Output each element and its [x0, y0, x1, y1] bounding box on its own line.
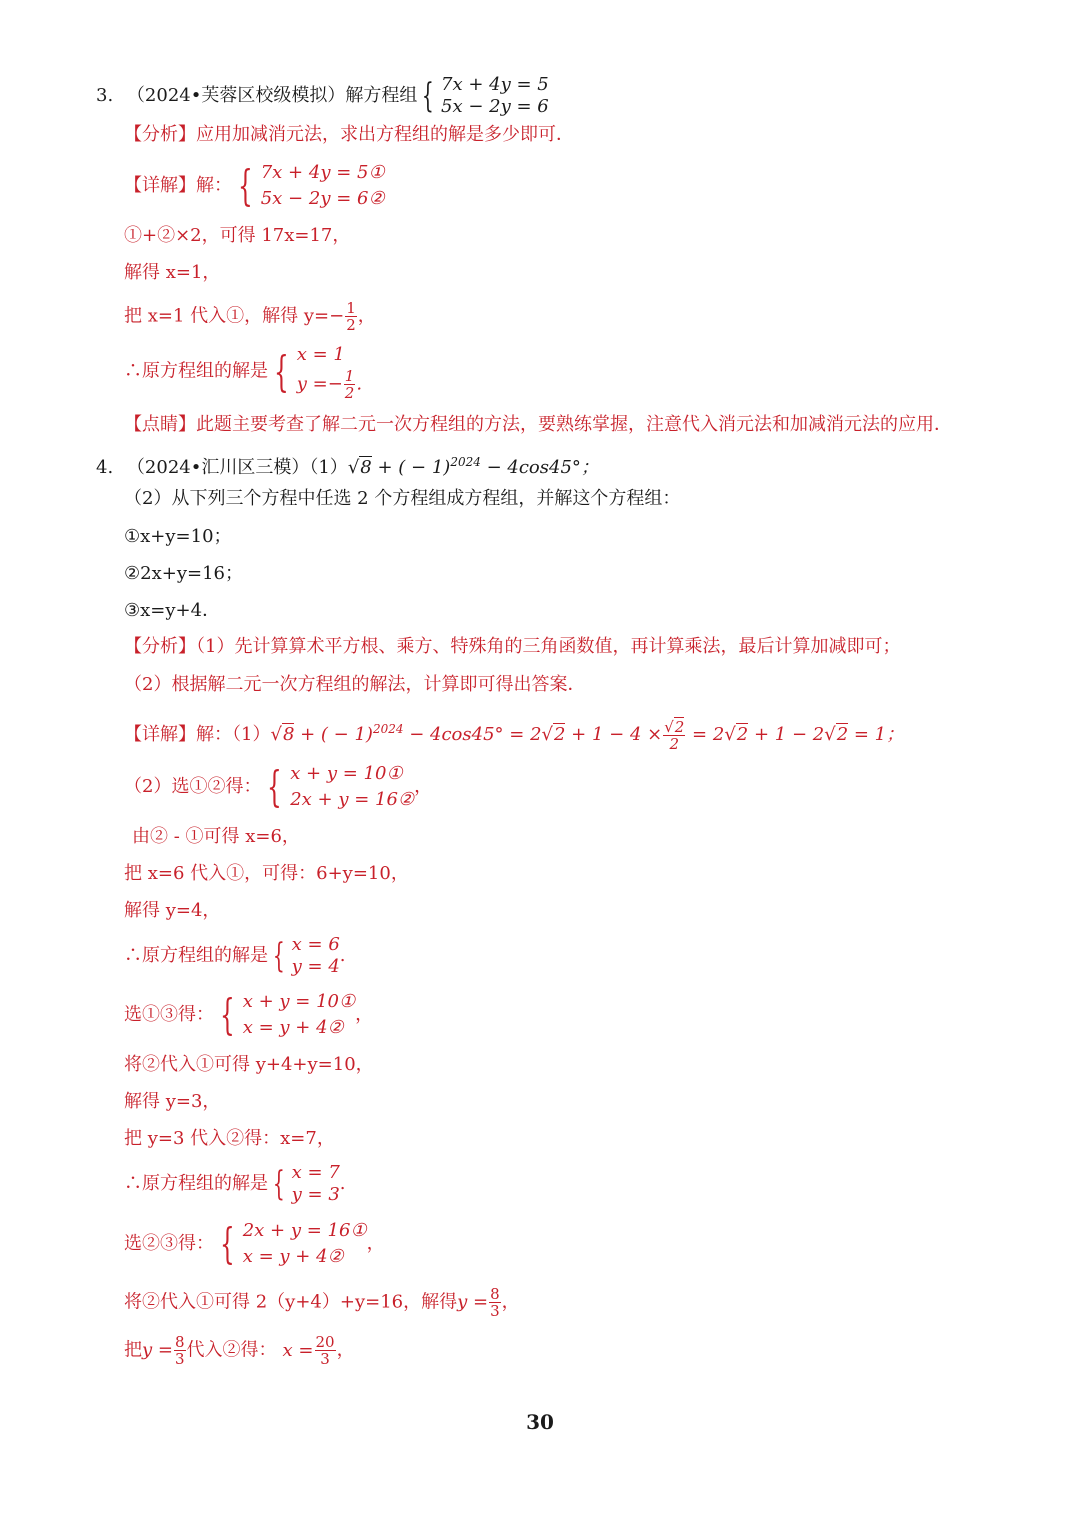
q4-analysis1-text: （1）先计算算术平方根、乘方、特殊角的三角函数值，再计算乘法，最后计算加减即可；: [196, 636, 901, 657]
q4-c23-eq2: x = y + 4②: [242, 1246, 344, 1267]
q4-expr-end: − 4cos45°；: [480, 457, 599, 478]
analysis-tag: 【分析】: [124, 636, 196, 657]
q3-sol-num: 1: [344, 367, 355, 385]
q4-c12-sol1: x = 6: [291, 934, 340, 955]
q4-c23-s1-num: 8: [490, 1285, 500, 1303]
q4-d1-rad: 8: [282, 724, 295, 745]
q3-step1: ①+②×2，可得 17x=17，: [124, 225, 351, 246]
q3-step3-post: ，: [357, 305, 376, 327]
q3-comment-text: 此题主要考查了解二元一次方程组的方法，要熟练掌握，注意代入消元法和加减消元法的应用．: [196, 414, 952, 435]
q4-eq1: ①x+y=10；: [124, 526, 232, 547]
q4-c13-solution: ∴原方程组的解是 { x = 7 y = 3 .: [124, 1162, 346, 1205]
q4-d1-e: + 1 − 2: [748, 724, 825, 745]
q4-expr-exp: 2024: [450, 455, 481, 469]
q4-eq3: ③x=y+4．: [124, 600, 221, 621]
q4-c12-s1: 由② - ①可得 x=6，: [132, 826, 300, 847]
q3-analysis: [124, 122, 574, 148]
q4-c13-eq1: x + y = 10①: [242, 991, 356, 1012]
q3-detail-eq2: 5x − 2y = 6②: [260, 188, 385, 209]
q4-c23-s1-den: 3: [490, 1302, 500, 1320]
q4-expr-mid: + ( − 1): [371, 457, 451, 478]
q4-detail1: 【详解】解：（1）√8 + ( − 1)$^{2024}$ − 4cos45° = 2√2 + 1 − 4 × $\frac{√2}{2}$ = 2√2 + 1 − 2√2 = 1；: [124, 717, 905, 753]
q4-c12-sol-lead: ∴原方程组的解是: [124, 945, 268, 966]
q4-expr-rad: 8: [360, 457, 372, 478]
q4-c23-s2-xden: 3: [320, 1350, 330, 1368]
q4-eq2: ②2x+y=16；: [124, 563, 243, 584]
q3-eq1: 7x + 4y = 5: [441, 74, 549, 95]
q3-step3-den: 2: [346, 316, 356, 334]
q3-sol-post: .: [356, 373, 363, 395]
q3-detail-system: { 7x + 4y = 5① 5x − 2y = 6②: [238, 161, 385, 210]
q3-comment: [124, 412, 952, 438]
q4-d1-b: − 4cos45° = 2: [403, 724, 542, 745]
q4-c23-s2: [124, 1334, 355, 1367]
q4-detail-lead: 解：（1）: [196, 724, 271, 745]
comment-tag: 【点睛】: [124, 414, 196, 435]
q4-c12-solution: ∴原方程组的解是 { x = 6 y = 4 .: [124, 934, 346, 977]
q3-number: 3.: [96, 85, 114, 106]
q4-c23-s2-den: 3: [174, 1350, 185, 1368]
q4-c23-eq1: 2x + y = 16①: [242, 1220, 367, 1241]
q4-c13-lead: 选①③得：: [124, 1004, 214, 1025]
q4-part2: （2）从下列三个方程中任选 2 个方程组成方程组，并解这个方程组：: [124, 488, 681, 509]
q3-sol-line2: y =−: [296, 373, 343, 395]
q4-d1-fn: 2: [674, 717, 685, 736]
q4-analysis2: （2）根据解二元一次方程组的解法，计算即可得出答案．: [124, 674, 586, 695]
q4-c23-s2-pre: 把: [124, 1339, 142, 1361]
q4-c13-s1: 将②代入①可得 y+4+y=10，: [124, 1054, 374, 1075]
q3-sol-den: 2: [344, 384, 355, 402]
q4-c23-s1-y: y =: [457, 1291, 489, 1313]
q3-sol-line1: x = 1: [296, 344, 345, 365]
q3-detail-lead: 解：: [196, 175, 232, 196]
page-number: 30: [526, 1410, 554, 1434]
q4-case23: 选②③得： { 2x + y = 16① x = y + 4② ，: [124, 1219, 385, 1268]
q3-analysis-text: 应用加减消元法，求出方程组的解是多少即可．: [196, 124, 574, 145]
q4-c23-s2-mid: 代入②得：: [186, 1339, 277, 1361]
q4-c23-s2-y: y =: [142, 1339, 173, 1361]
q4-c23-lead: 选②③得：: [124, 1233, 214, 1254]
q4-d1-fd: 2: [669, 734, 680, 753]
q4-c23-s2-xnum: 20: [315, 1333, 335, 1351]
q4-c13-s2: 解得 y=3，: [124, 1091, 221, 1112]
q4-c23-s2-num: 8: [174, 1333, 185, 1351]
analysis-tag: 【分析】: [124, 124, 196, 145]
q3-header: [96, 74, 549, 118]
q3-solution: ∴原方程组的解是 { x = 1 y =− $\frac{1}{2}$ .: [124, 344, 363, 402]
q4-c23-s1-post: ，: [501, 1291, 520, 1313]
q4-c23-s2-post: ，: [336, 1339, 355, 1361]
q4-c12-eq2: 2x + y = 16②: [290, 789, 415, 810]
q4-c13-sol-post: .: [339, 1173, 346, 1194]
q3-source: （2024•芙蓉区校级模拟）解方程组: [126, 85, 418, 106]
q3-system: { 7x + 4y = 5 5x − 2y = 6: [422, 74, 549, 117]
q4-c12-lead: （2）选①②得：: [124, 776, 262, 797]
q4-c23-s1: [124, 1286, 520, 1319]
q4-d1-a: + ( − 1): [294, 724, 373, 745]
q4-d1-f: = 1；: [848, 724, 905, 745]
q4-c12-s3: 解得 y=4，: [124, 900, 221, 921]
q4-c12-sol2: y = 4: [291, 956, 340, 977]
q4-number: 4.: [96, 457, 114, 478]
q4-c13-post: ，: [355, 1004, 374, 1025]
q4-c23-s1-text: 将②代入①可得 2（y+4）+y=16，解得: [124, 1291, 458, 1313]
q4-d1-rad4: 2: [836, 724, 849, 745]
q3-eq2: 5x − 2y = 6: [441, 96, 549, 117]
q4-case13: 选①③得： { x + y = 10① x = y + 4② ，: [124, 990, 374, 1039]
q3-step2: 解得 x=1，: [124, 262, 221, 283]
q4-d1-rad3: 2: [736, 724, 749, 745]
q4-c13-s3: 把 y=3 代入②得：x=7，: [124, 1128, 335, 1149]
q4-d1-exp: 2024: [372, 722, 404, 736]
q3-step3-num: 1: [346, 299, 356, 317]
q4-c13-eq2: x = y + 4②: [242, 1017, 344, 1038]
q4-c12-s2: 把 x=6 代入①，可得：6+y=10，: [124, 863, 409, 884]
q4-c13-sol-lead: ∴原方程组的解是: [124, 1173, 268, 1194]
q4-c12-eq1: x + y = 10①: [290, 763, 403, 784]
q4-c13-sol2: y = 3: [291, 1184, 340, 1205]
q4-analysis1: [124, 634, 900, 660]
q3-detail: [124, 160, 385, 212]
q4-case12: （2）选①②得： { x + y = 10① 2x + y = 16② ，: [124, 762, 433, 811]
q3-step3-text: 把 x=1 代入①，解得 y=−: [124, 305, 345, 327]
q3-sol-lead: ∴原方程组的解是: [124, 360, 268, 382]
q4-c23-s2-x: x =: [282, 1339, 314, 1361]
detail-tag: 【详解】: [124, 724, 196, 745]
q4-c12-post: ，: [414, 776, 433, 797]
q4-c23-post: ，: [366, 1233, 385, 1254]
q3-detail-eq1: 7x + 4y = 5①: [260, 162, 385, 183]
q4-header: 4. （2024•汇川区三模）（1）√8 + ( − 1)$^{2024}$ − 4cos45°；: [96, 455, 599, 478]
detail-tag: 【详解】: [124, 175, 196, 196]
q4-d1-rad2: 2: [554, 724, 566, 745]
q4-d1-d: = 2: [686, 724, 725, 745]
q4-c12-sol-post: .: [339, 945, 346, 966]
q3-step3: [124, 300, 376, 333]
q4-d1-c: + 1 − 4 ×: [565, 724, 663, 745]
q4-c13-sol1: x = 7: [291, 1162, 340, 1183]
q4-source: （2024•汇川区三模）（1）: [126, 457, 348, 478]
